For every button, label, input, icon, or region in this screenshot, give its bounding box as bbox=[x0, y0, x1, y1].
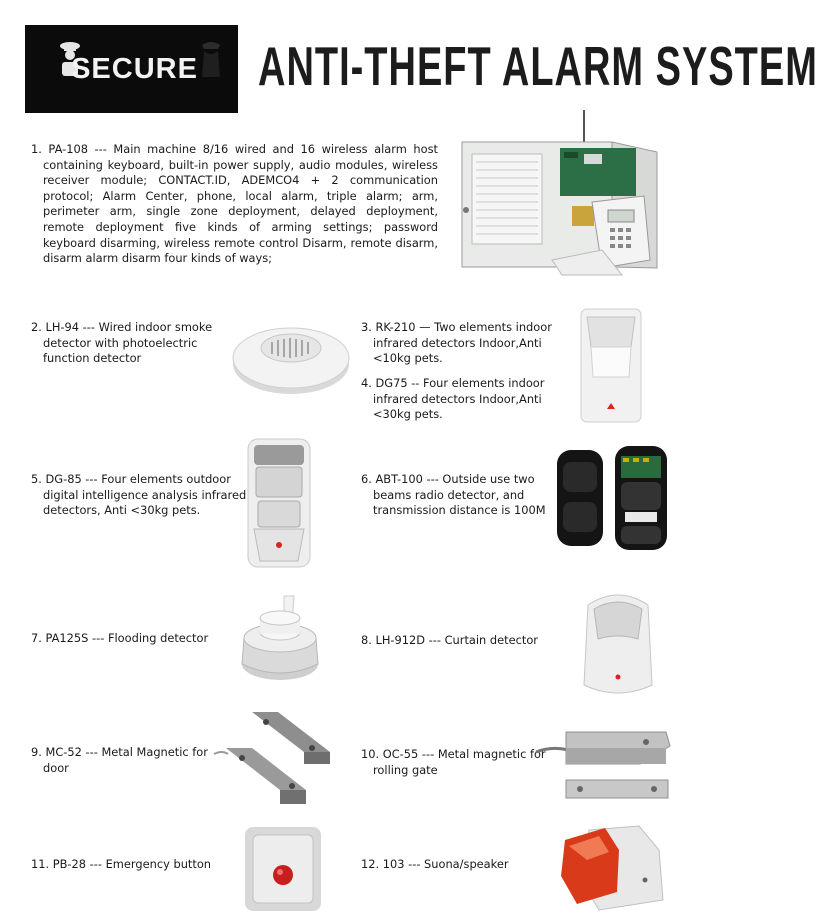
product-description-11: 11. PB-28 --- Emergency button bbox=[31, 857, 212, 871]
pir-detector-icon bbox=[579, 307, 643, 424]
product-description-9: 9. MC-52 --- Metal Magnetic for door bbox=[31, 745, 208, 775]
door-magnet-icon bbox=[214, 708, 336, 808]
smoke-detector-icon bbox=[228, 308, 354, 400]
product-description-5: 5. DG-85 --- Four elements outdoor digital intelligence analysis infrared detectors, Anti <30kg pets. bbox=[31, 472, 247, 518]
siren-speaker-icon bbox=[559, 820, 669, 915]
beam-detector-icon bbox=[553, 442, 671, 554]
product-description-4: 4. DG75 -- Four elements indoor infrared detectors Indoor,Anti <30kg pets. bbox=[361, 376, 545, 422]
product-description-1: 1. PA-108 --- Main machine 8/16 wired and 16 wireless alarm host containing keyboard, built-in power supply, audio modules, wireless receiver module; CONTACT.ID, ADEMCO4 + 2 communication protocol; Alarm Center, phone, local alarm, triple alarm; arm, perimeter arm, single zone deployment, delayed deployment, remote deployment five kinds of arming settings; password keyboard disarming, wireless remote control Disarm, remote disarm, disarm alarm disarm four kinds of ways; bbox=[31, 142, 438, 266]
spy-figure-icon bbox=[198, 39, 224, 79]
brand-logo bbox=[25, 25, 238, 113]
page-title: ANTI-THEFT ALARM SYSTEM bbox=[258, 37, 818, 98]
product-description-10: 10. OC-55 --- Metal magnetic for rolling gate bbox=[361, 747, 546, 777]
logo-text: SECURE bbox=[71, 52, 198, 85]
product-description-8: 8. LH-912D --- Curtain detector bbox=[361, 633, 538, 647]
product-description-12: 12. 103 --- Suona/speaker bbox=[361, 857, 509, 871]
emergency-button-icon bbox=[243, 825, 323, 913]
product-description-7: 7. PA125S --- Flooding detector bbox=[31, 631, 209, 645]
outdoor-detector-icon bbox=[244, 437, 314, 569]
product-description-3: 3. RK-210 — Two elements indoor infrared detectors Indoor,Anti <10kg pets. bbox=[361, 320, 552, 366]
curtain-detector-icon bbox=[578, 585, 658, 701]
product-description-6: 6. ABT-100 --- Outside use two beams radio detector, and transmission distance is 100M bbox=[361, 472, 546, 518]
alarm-host-panel-icon bbox=[452, 110, 667, 275]
gate-magnet-icon bbox=[536, 724, 671, 806]
product-description-2: 2. LH-94 --- Wired indoor smoke detector with photoelectric function detector bbox=[31, 320, 213, 366]
flood-detector-icon bbox=[236, 594, 322, 686]
